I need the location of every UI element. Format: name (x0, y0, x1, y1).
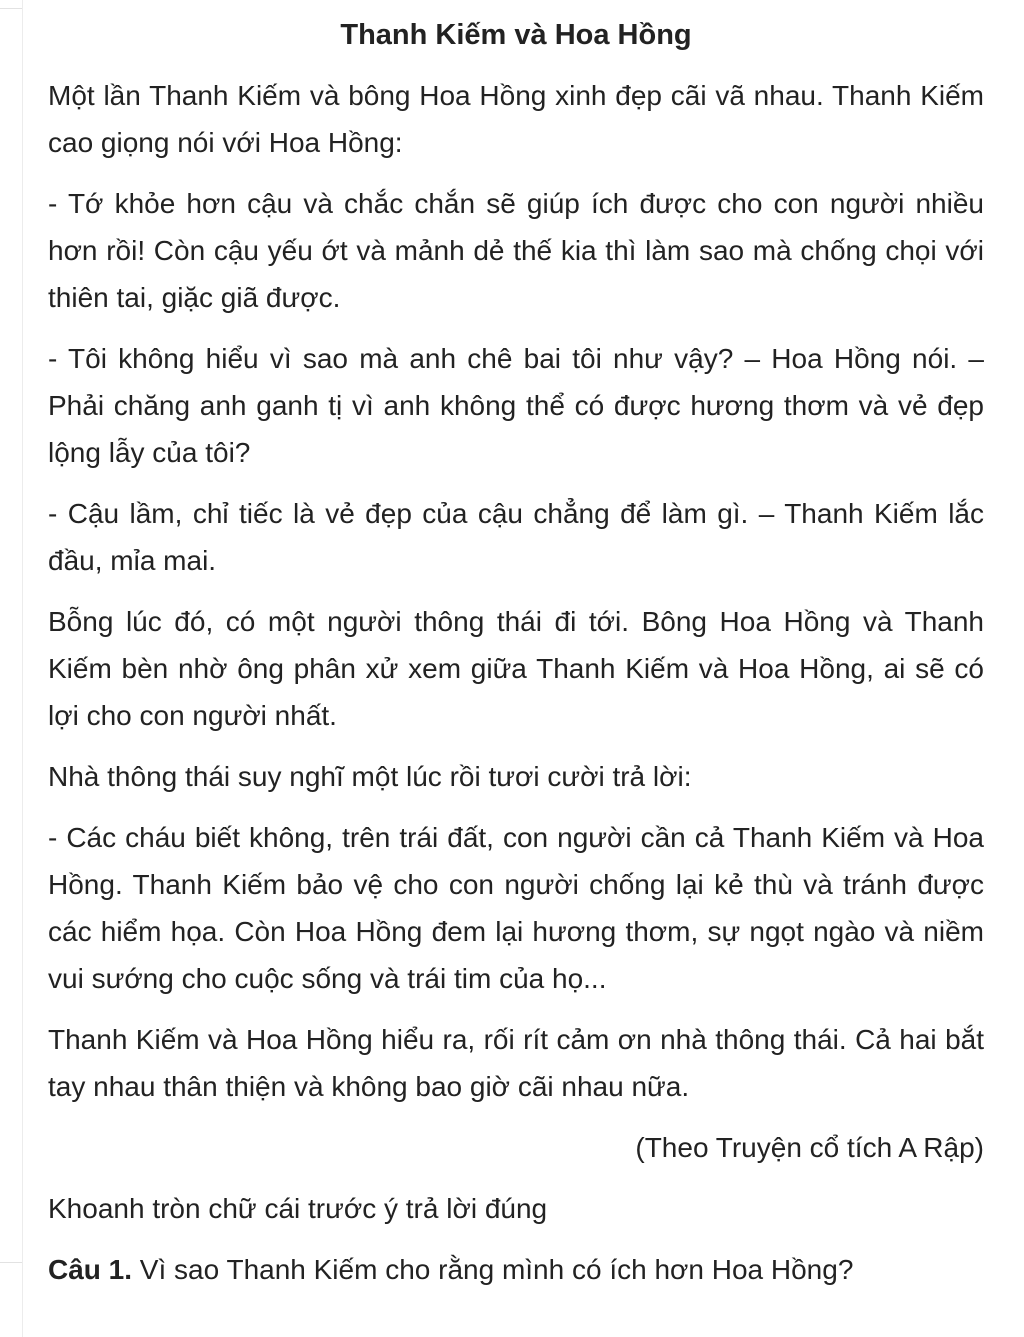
question-label: Câu 1. (48, 1254, 133, 1285)
instruction-text: Khoanh tròn chữ cái trước ý trả lời đúng (48, 1193, 548, 1224)
gutter-divider-bottom (0, 1262, 22, 1263)
story-paragraph: Thanh Kiếm và Hoa Hồng hiểu ra, rối rít cảm ơn nhà thông thái. Cả hai bắt tay nhau thân thiện và không bao giờ cãi nhau nữa. (48, 1024, 984, 1102)
story-title: Thanh Kiếm và Hoa Hồng (340, 19, 692, 51)
story-paragraph: - Tôi không hiểu vì sao mà anh chê bai tôi như vậy? – Hoa Hồng nói. – Phải chăng anh ganh tị vì anh không thể có được hương thơm và vẻ đẹp lộng lẫy của tôi? (48, 343, 984, 468)
gutter-divider-top (0, 8, 22, 9)
question-text: Vì sao Thanh Kiếm cho rằng mình có ích hơn Hoa Hồng? (132, 1254, 854, 1285)
story-paragraph: - Cậu lầm, chỉ tiếc là vẻ đẹp của cậu chẳng để làm gì. – Thanh Kiếm lắc đầu, mỉa mai. (48, 498, 984, 576)
story-paragraph: Một lần Thanh Kiếm và bông Hoa Hồng xinh đẹp cãi vã nhau. Thanh Kiếm cao giọng nói với Hoa Hồng: (48, 80, 984, 158)
story-paragraph: - Các cháu biết không, trên trái đất, con người cần cả Thanh Kiếm và Hoa Hồng. Thanh Kiếm bảo vệ cho con người chống lại kẻ thù và tránh được các hiểm họa. Còn Hoa Hồng đem lại hương thơm, sự ngọt ngào và niềm vui sướng cho cuộc sống và trái tim của họ... (48, 822, 984, 994)
story-paragraph: Bỗng lúc đó, có một người thông thái đi tới. Bông Hoa Hồng và Thanh Kiếm bèn nhờ ông phân xử xem giữa Thanh Kiếm và Hoa Hồng, ai sẽ có lợi cho con người nhất. (48, 606, 984, 731)
left-gutter (0, 0, 23, 1337)
story-paragraph: Nhà thông thái suy nghĩ một lúc rồi tươi cười trả lời: (48, 761, 692, 792)
story-paragraph: - Tớ khỏe hơn cậu và chắc chắn sẽ giúp ích được cho con người nhiều hơn rồi! Còn cậu yếu ớt và mảnh dẻ thế kia thì làm sao mà chống chọi với thiên tai, giặc giã được. (48, 188, 984, 313)
story-content (48, 12, 984, 1307)
question-1 (48, 1246, 984, 1293)
story-source: (Theo Truyện cổ tích A Rập) (635, 1132, 984, 1163)
